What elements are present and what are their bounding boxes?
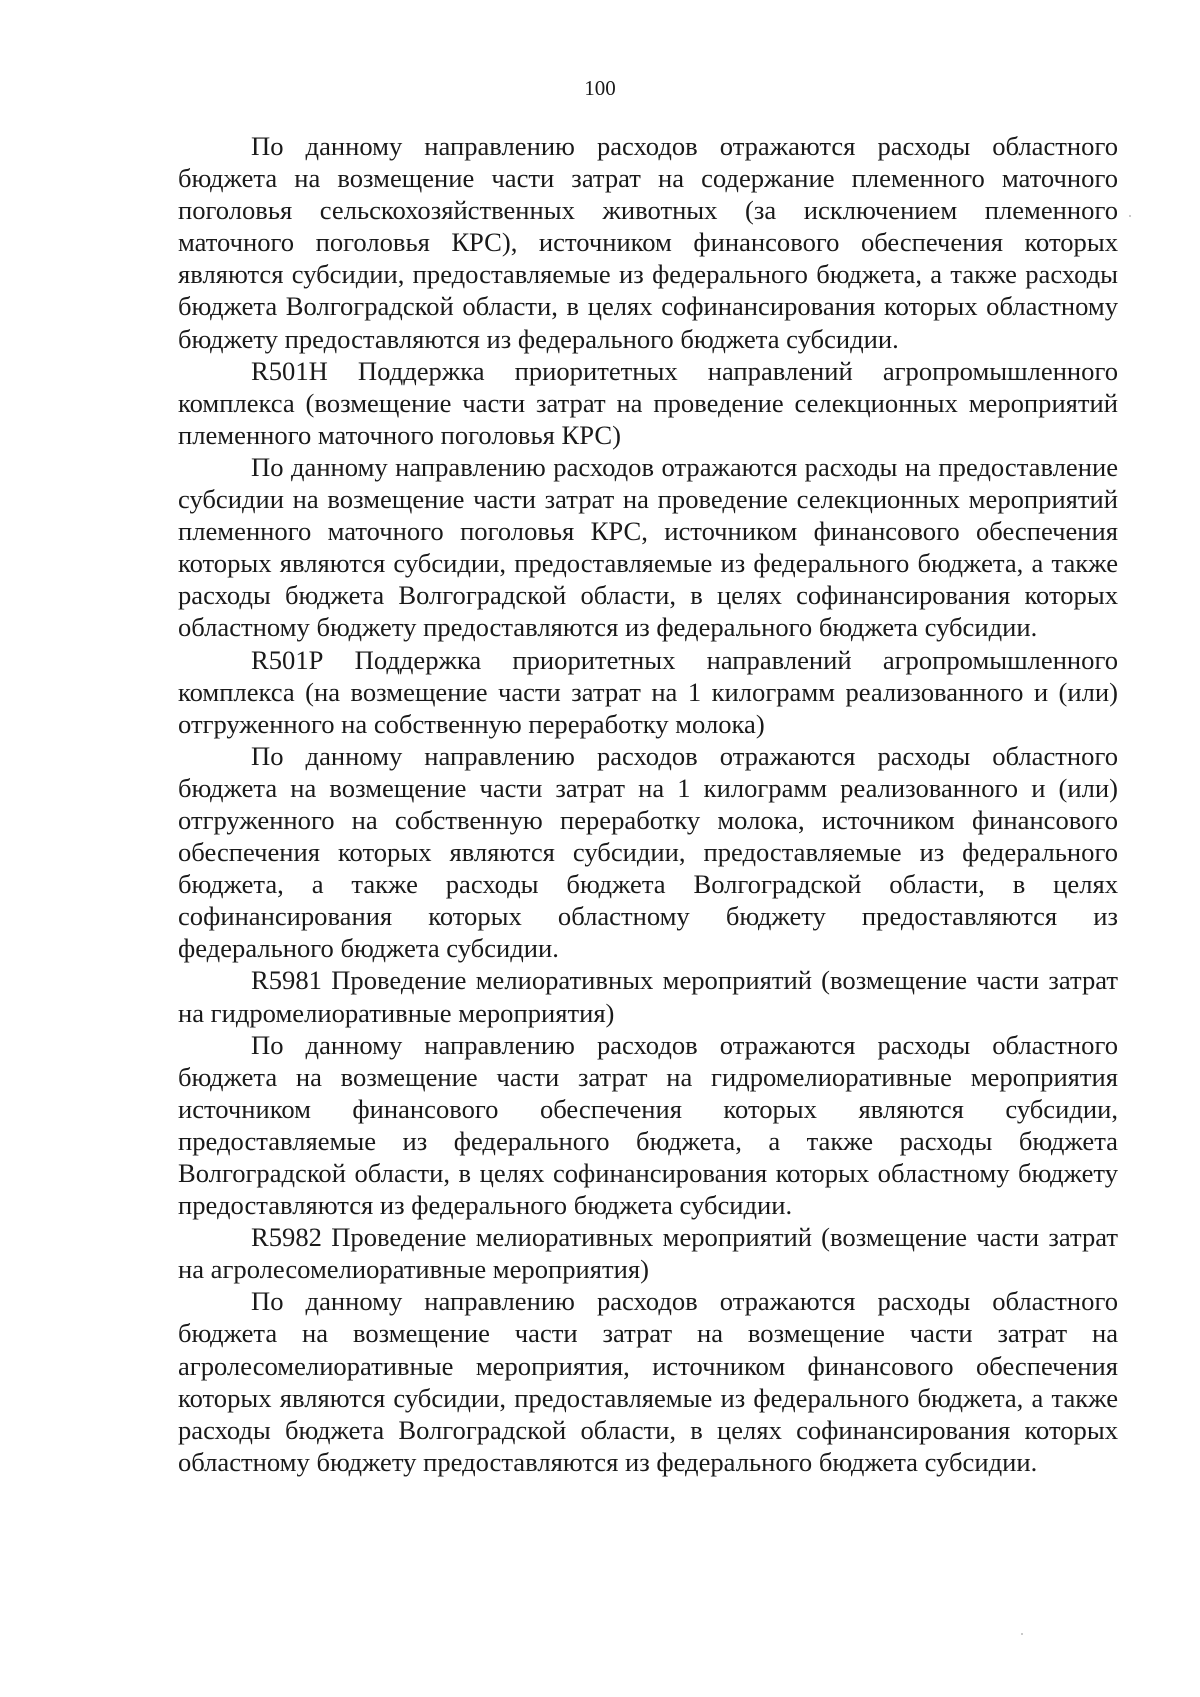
paragraph: По данному направлению расходов отражаются расходы областного бюджета на возмещение части затрат на возмещение части затрат на агролесомелиоративные мероприятия, источником финансового обеспечения которых являются субсидии, предоставляемые из федерального бюджета, а также расходы бюджета Волгоградской области, в целях софинансирования которых областному бюджету предоставляются из федерального бюджета субсидии. [178, 1286, 1118, 1477]
paragraph: По данному направлению расходов отражаются расходы областного бюджета на возмещение части затрат на 1 килограмм реализованного и (или) отгруженного на собственную переработку молока, источником финансового обеспечения которых являются субсидии, предоставляемые из федерального бюджета, а также расходы бюджета Волгоградской области, в целях софинансирования которых областному бюджету предоставляются из федерального бюджета субсидии. [178, 740, 1118, 964]
paragraph: По данному направлению расходов отражаются расходы областного бюджета на возмещение части затрат на содержание племенного маточного поголовья сельскохозяйственных животных (за исключением племенного маточного поголовья КРС), источником финансового обеспечения которых являются субсидии, предоставляемые из федерального бюджета, а также расходы бюджета Волгоградской области, в целях софинансирования которых областному бюджету предоставляются из федерального бюджета субсидии. [178, 131, 1118, 354]
document-body [178, 130, 1118, 1478]
section-heading: R501Р Поддержка приоритетных направлений агропромышленного комплекса (на возмещение части затрат на 1 килограмм реализованного и (или) отгруженного на собственную переработку молока) [178, 644, 1118, 739]
paragraph: По данному направлению расходов отражаются расходы на предоставление субсидии на возмещение части затрат на проведение селекционных мероприятий племенного маточного поголовья КРС, источником финансового обеспечения которых являются субсидии, предоставляемые из федерального бюджета, а также расходы бюджета Волгоградской области, в целях софинансирования которых областному бюджету предоставляются из федерального бюджета субсидии. [178, 451, 1118, 643]
page-number: 100 [584, 76, 616, 100]
section-heading: R5982 Проведение мелиоративных мероприятий (возмещение части затрат на агролесомелиоративные мероприятия) [178, 1222, 1118, 1285]
section-heading: R5981 Проведение мелиоративных мероприятий (возмещение части затрат на гидромелиоративные мероприятия) [178, 965, 1118, 1028]
paragraph: По данному направлению расходов отражаются расходы областного бюджета на возмещение части затрат на гидромелиоративные мероприятия источником финансового обеспечения которых являются субсидии, предоставляемые из федерального бюджета, а также расходы бюджета Волгоградской области, в целях софинансирования которых областному бюджету предоставляются из федерального бюджета субсидии. [178, 1029, 1118, 1221]
scan-speck [1129, 215, 1131, 217]
scan-speck [1021, 1633, 1023, 1635]
section-heading: R501Н Поддержка приоритетных направлений агропромышленного комплекса (возмещение части затрат на проведение селекционных мероприятий племенного маточного поголовья КРС) [178, 355, 1118, 450]
